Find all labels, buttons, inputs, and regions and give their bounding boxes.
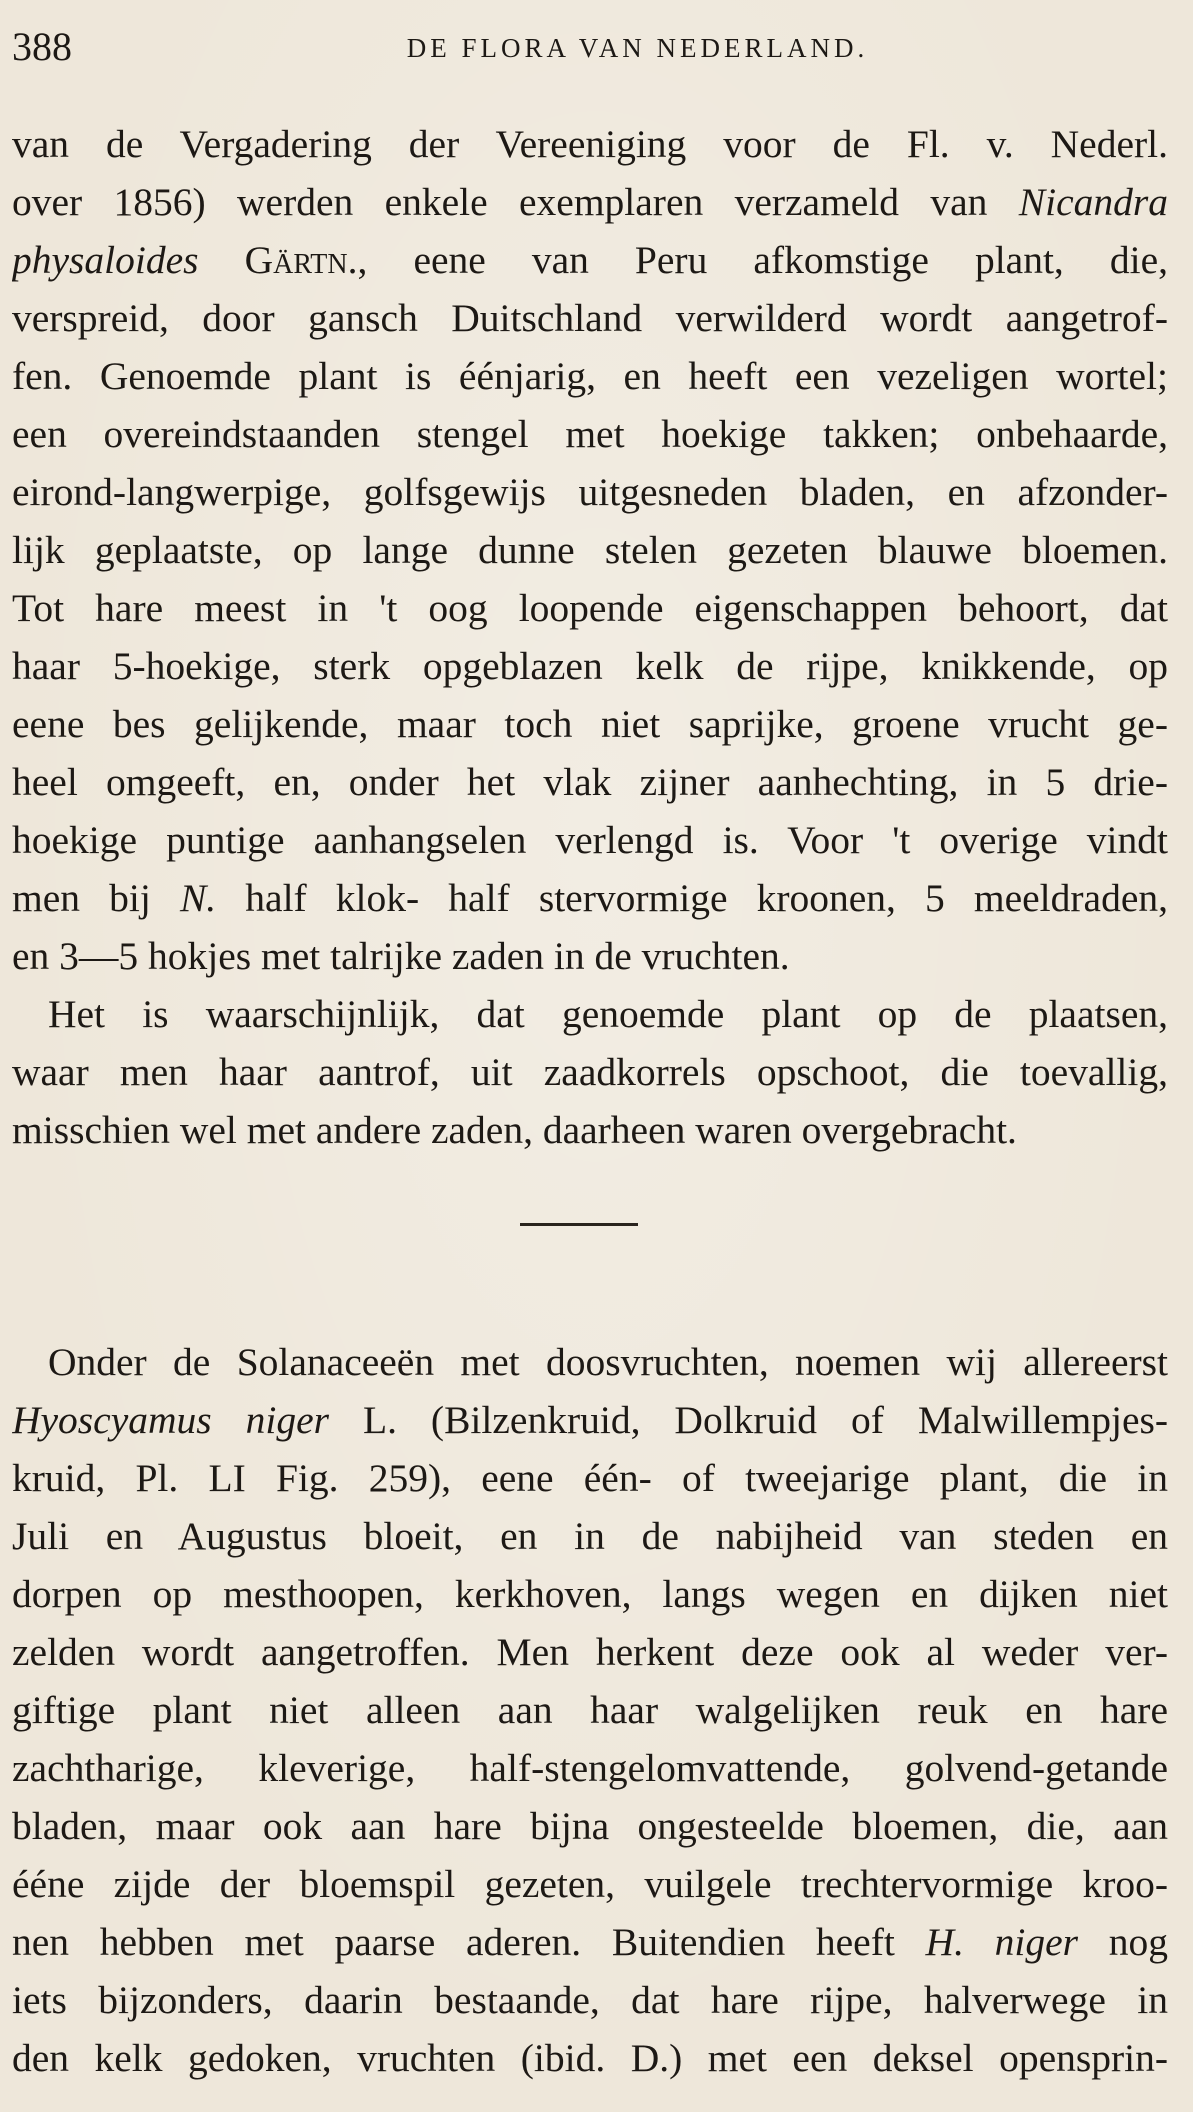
text-line bbox=[12, 1971, 1168, 2029]
text-run: bladen, maar ook aan hare bijna ongesteelde bloemen, die, aan bbox=[12, 1804, 1168, 1848]
author-abbreviation: Gärtn. bbox=[198, 238, 358, 282]
text-run: waar men haar aantrof, uit zaadkorrels opschoot, die toevallig, bbox=[12, 1050, 1168, 1094]
text-run: men bij bbox=[12, 876, 180, 920]
text-line bbox=[12, 1333, 1168, 1391]
text-run: zelden wordt aangetroffen. Men herkent deze ook al weder ver- bbox=[12, 1630, 1168, 1674]
species-name-italic: Nicandra bbox=[1018, 180, 1168, 224]
text-run: lijk geplaatste, op lange dunne stelen gezeten blauwe bloemen. bbox=[12, 528, 1168, 572]
text-line bbox=[12, 1565, 1168, 1623]
text-run: ééne zijde der bloemspil gezeten, vuilgele trechtervormige kroo- bbox=[12, 1862, 1168, 1906]
text-run: en 3—5 hokjes met talrijke zaden in de vruchten. bbox=[12, 934, 790, 978]
text-line bbox=[12, 463, 1168, 521]
text-run: Juli en Augustus bloeit, en in de nabijheid van steden en bbox=[12, 1514, 1168, 1558]
text-run: Tot hare meest in 't oog loopende eigenschappen behoort, dat bbox=[12, 586, 1168, 630]
text-run: kruid, Pl. LI Fig. 259), eene één- of tweejarige plant, die in bbox=[12, 1456, 1168, 1500]
text-run: haar 5-hoekige, sterk opgeblazen kelk de rijpe, knikkende, op bbox=[12, 644, 1168, 688]
text-run: zachtharige, kleverige, half-stengelomvattende, golvend-getande bbox=[12, 1746, 1168, 1790]
section-divider bbox=[520, 1223, 638, 1226]
text-run: Onder de Solanaceeën met doosvruchten, noemen wij allereerst bbox=[48, 1340, 1168, 1384]
text-line bbox=[12, 1507, 1168, 1565]
text-line bbox=[12, 1797, 1168, 1855]
text-run: fen. Genoemde plant is éénjarig, en heeft een vezeligen wortel; bbox=[12, 354, 1168, 398]
text-line bbox=[12, 173, 1168, 231]
text-line bbox=[12, 695, 1168, 753]
text-line bbox=[12, 637, 1168, 695]
text-run: eene bes gelijkende, maar toch niet saprijke, groene vrucht ge- bbox=[12, 702, 1168, 746]
text-line bbox=[12, 2029, 1168, 2087]
species-name-italic: H. niger bbox=[925, 1920, 1079, 1964]
text-run: misschien wel met andere zaden, daarheen waren overgebracht. bbox=[12, 1108, 1017, 1152]
text-line bbox=[12, 1391, 1168, 1449]
text-run: eirond-langwerpige, golfsgewijs uitgesneden bladen, en afzonder- bbox=[12, 470, 1168, 514]
text-run: Het is waarschijnlijk, dat genoemde plant op de plaatsen, bbox=[48, 992, 1168, 1036]
text-run: van de Vergadering der Vereeniging voor de Fl. v. Nederl. bbox=[12, 122, 1168, 166]
text-run: giftige plant niet alleen aan haar walgelijken reuk en hare bbox=[12, 1688, 1168, 1732]
text-run: dorpen op mesthoopen, kerkhoven, langs wegen en dijken niet bbox=[12, 1572, 1168, 1616]
text-line bbox=[12, 579, 1168, 637]
text-line bbox=[12, 1043, 1168, 1101]
species-name-italic: Hyoscyamus niger bbox=[12, 1398, 329, 1442]
text-run: heel omgeeft, en, onder het vlak zijner aanhechting, in 5 drie- bbox=[12, 760, 1168, 804]
text-run: den kelk gedoken, vruchten (ibid. D.) met een deksel opensprin- bbox=[12, 2036, 1168, 2080]
text-line bbox=[12, 1855, 1168, 1913]
genus-abbreviation-italic: N. bbox=[179, 876, 217, 920]
paragraph-hyoscyamus bbox=[12, 1333, 1168, 2087]
text-line bbox=[12, 115, 1168, 173]
text-run: , eene van Peru afkomstige plant, die, bbox=[357, 238, 1168, 282]
text-run: nen hebben met paarse aderen. Buitendien heeft bbox=[12, 1920, 926, 1964]
text-run: een overeindstaanden stengel met hoekige takken; onbehaarde, bbox=[12, 412, 1168, 456]
text-run: half klok- half stervormige kroonen, 5 meeldraden, bbox=[216, 876, 1168, 920]
running-head: DE FLORA VAN NEDERLAND. bbox=[406, 33, 869, 63]
text-run: iets bijzonders, daarin bestaande, dat hare rijpe, halverwege in bbox=[12, 1978, 1168, 2022]
text-line bbox=[12, 1681, 1168, 1739]
text-run: over 1856) werden enkele exemplaren verzameld van bbox=[12, 180, 1019, 224]
text-line bbox=[12, 811, 1168, 869]
text-line bbox=[12, 289, 1168, 347]
text-line bbox=[12, 869, 1168, 927]
text-run: L. (Bilzenkruid, Dolkruid of Malwillempjes- bbox=[329, 1398, 1168, 1442]
text-line bbox=[12, 927, 1168, 985]
text-run: verspreid, door gansch Duitschland verwilderd wordt aangetrof- bbox=[12, 296, 1168, 340]
paragraph-origin bbox=[12, 985, 1168, 1159]
text-line bbox=[12, 753, 1168, 811]
text-line bbox=[12, 1449, 1168, 1507]
text-line bbox=[12, 405, 1168, 463]
text-line bbox=[12, 347, 1168, 405]
text-line bbox=[12, 1101, 1168, 1159]
page-number: 388 bbox=[12, 24, 72, 69]
page-header bbox=[12, 22, 1173, 72]
text-line bbox=[12, 1623, 1168, 1681]
text-run: hoekige puntige aanhangselen verlengd is. Voor 't overige vindt bbox=[12, 818, 1168, 862]
species-name-italic: physaloides bbox=[12, 238, 199, 282]
text-line bbox=[12, 1739, 1168, 1797]
text-run: nog bbox=[1078, 1920, 1168, 1964]
text-line bbox=[12, 231, 1168, 289]
text-line bbox=[12, 985, 1168, 1043]
text-line bbox=[12, 1913, 1168, 1971]
text-line bbox=[12, 521, 1168, 579]
paragraph-nicandra bbox=[12, 115, 1168, 985]
